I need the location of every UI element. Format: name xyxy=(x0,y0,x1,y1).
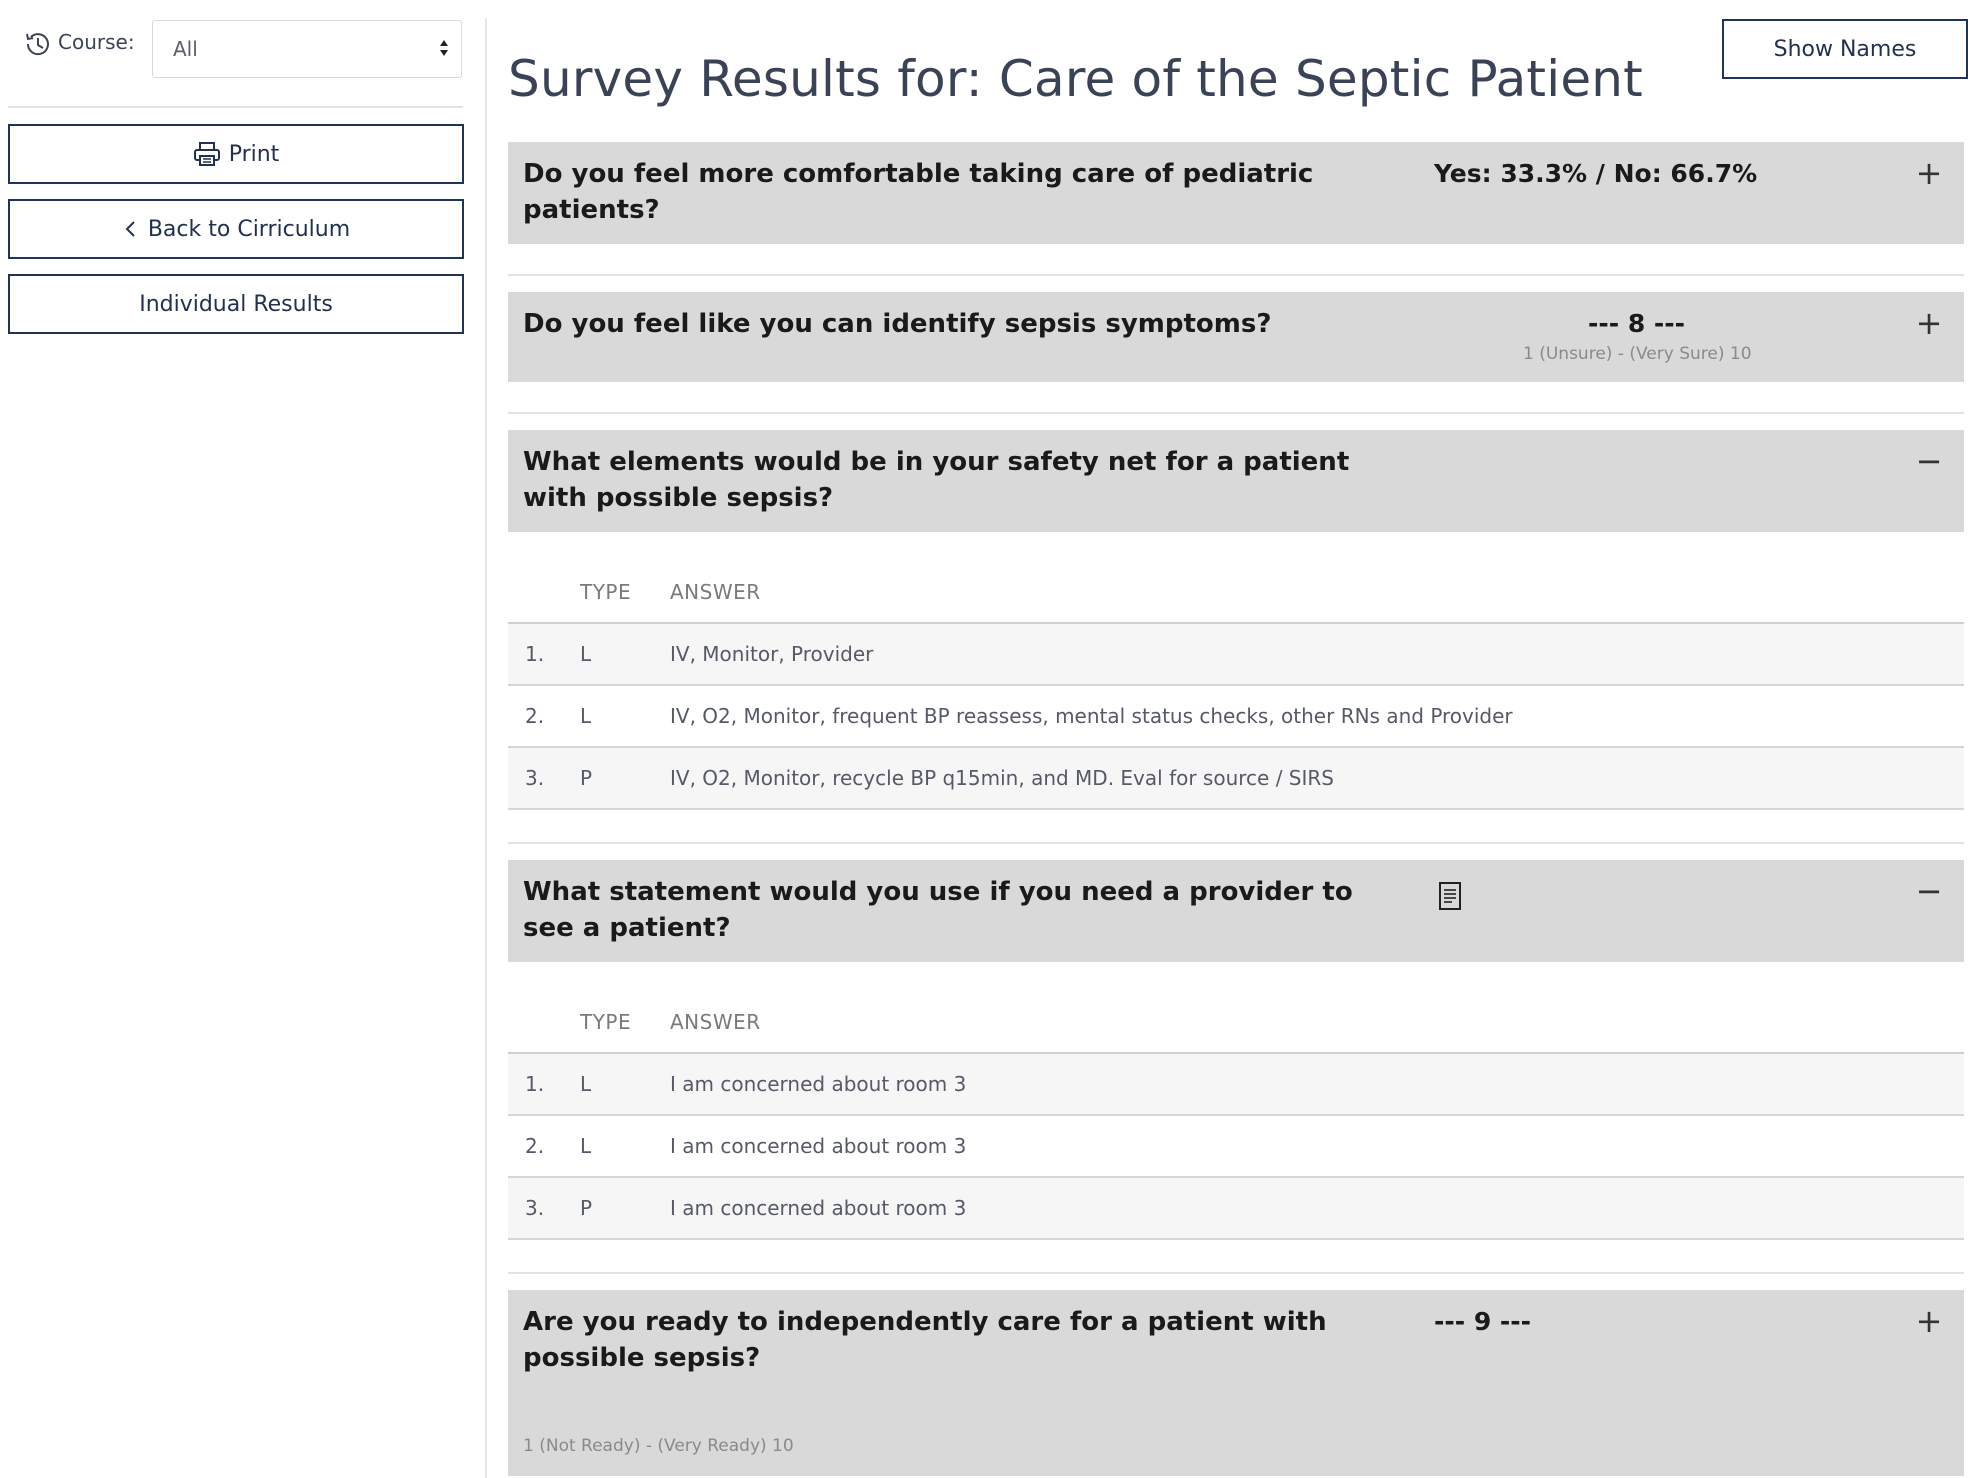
sidebar-vertical-divider xyxy=(485,18,487,1478)
question-scale: 1 (Not Ready) - (Very Ready) 10 xyxy=(523,1436,794,1456)
individual-results-label: Individual Results xyxy=(139,291,333,317)
question-2[interactable] xyxy=(508,292,1964,382)
row-number: 2. xyxy=(525,704,545,728)
individual-results-button[interactable] xyxy=(8,274,464,334)
expand-plus-icon[interactable]: + xyxy=(1915,154,1943,192)
row-type: L xyxy=(580,1134,592,1158)
collapse-minus-icon[interactable]: − xyxy=(1915,872,1943,910)
page-title: Survey Results for: Care of the Septic Patient xyxy=(508,50,1643,108)
document-icon[interactable] xyxy=(1438,882,1462,910)
row-type: P xyxy=(580,1196,593,1220)
table-row xyxy=(508,624,1964,686)
answer-column-header: ANSWER xyxy=(670,1010,761,1034)
row-type: P xyxy=(580,766,593,790)
back-label: Back to Cirriculum xyxy=(147,216,351,242)
row-type: L xyxy=(580,642,592,666)
question-separator xyxy=(508,1272,1964,1274)
table-row xyxy=(508,1178,1964,1240)
answer-column-header: ANSWER xyxy=(670,580,761,604)
answers-header xyxy=(508,1002,1964,1042)
row-number: 3. xyxy=(525,766,545,790)
sidebar xyxy=(0,0,486,1478)
question-result: --- 9 --- xyxy=(1434,1307,1532,1336)
row-type: L xyxy=(580,704,592,728)
course-select[interactable] xyxy=(152,20,462,78)
answers-header xyxy=(508,572,1964,612)
row-number: 1. xyxy=(525,1072,545,1096)
row-type: L xyxy=(580,1072,592,1096)
row-answer: I am concerned about room 3 xyxy=(670,1134,967,1158)
row-answer: IV, O2, Monitor, frequent BP reassess, mental status checks, other RNs and Provider xyxy=(670,704,1513,728)
expand-plus-icon[interactable]: + xyxy=(1915,304,1943,342)
row-number: 3. xyxy=(525,1196,545,1220)
question-text: What statement would you use if you need a provider to see a patient? xyxy=(523,877,1353,943)
print-label: Print xyxy=(228,141,280,167)
course-filter xyxy=(22,18,135,80)
row-number: 1. xyxy=(525,642,545,666)
expand-plus-icon[interactable]: + xyxy=(1915,1302,1943,1340)
table-row xyxy=(508,748,1964,810)
question-result: --- 8 --- xyxy=(1588,309,1686,338)
sidebar-divider xyxy=(8,106,463,108)
table-row xyxy=(508,1054,1964,1116)
course-label: Course: xyxy=(58,30,135,54)
history-icon xyxy=(22,28,54,60)
row-answer: IV, O2, Monitor, recycle BP q15min, and MD. Eval for source / SIRS xyxy=(670,766,1334,790)
question-separator xyxy=(508,274,1964,276)
question-4[interactable] xyxy=(508,860,1964,962)
back-to-curriculum-button[interactable] xyxy=(8,199,464,259)
question-5[interactable] xyxy=(508,1290,1964,1476)
row-answer: IV, Monitor, Provider xyxy=(670,642,874,666)
row-number: 2. xyxy=(525,1134,545,1158)
table-row xyxy=(508,1116,1964,1178)
question-text: What elements would be in your safety net for a patient with possible sepsis? xyxy=(523,447,1350,513)
chevron-left-icon xyxy=(122,218,140,240)
type-column-header: TYPE xyxy=(580,1010,632,1034)
question-3[interactable] xyxy=(508,430,1964,532)
question-text: Do you feel like you can identify sepsis symptoms? xyxy=(523,309,1272,339)
table-row xyxy=(508,686,1964,748)
question-result: Yes: 33.3% / No: 66.7% xyxy=(1434,159,1758,188)
question-separator xyxy=(508,412,1964,414)
show-names-button[interactable]: Show Names xyxy=(1722,19,1968,79)
question-scale: 1 (Unsure) - (Very Sure) 10 xyxy=(1523,344,1752,364)
main-content xyxy=(508,0,1968,1478)
printer-icon xyxy=(193,141,221,167)
collapse-minus-icon[interactable]: − xyxy=(1915,442,1943,480)
select-arrows-icon xyxy=(439,37,449,59)
course-select-value: All xyxy=(173,37,198,61)
question-text: Do you feel more comfortable taking care of pediatric patients? xyxy=(523,159,1314,225)
row-answer: I am concerned about room 3 xyxy=(670,1196,967,1220)
row-answer: I am concerned about room 3 xyxy=(670,1072,967,1096)
type-column-header: TYPE xyxy=(580,580,632,604)
question-separator xyxy=(508,842,1964,844)
question-1[interactable] xyxy=(508,142,1964,244)
print-button[interactable] xyxy=(8,124,464,184)
question-text: Are you ready to independently care for a patient with possible sepsis? xyxy=(523,1307,1327,1373)
